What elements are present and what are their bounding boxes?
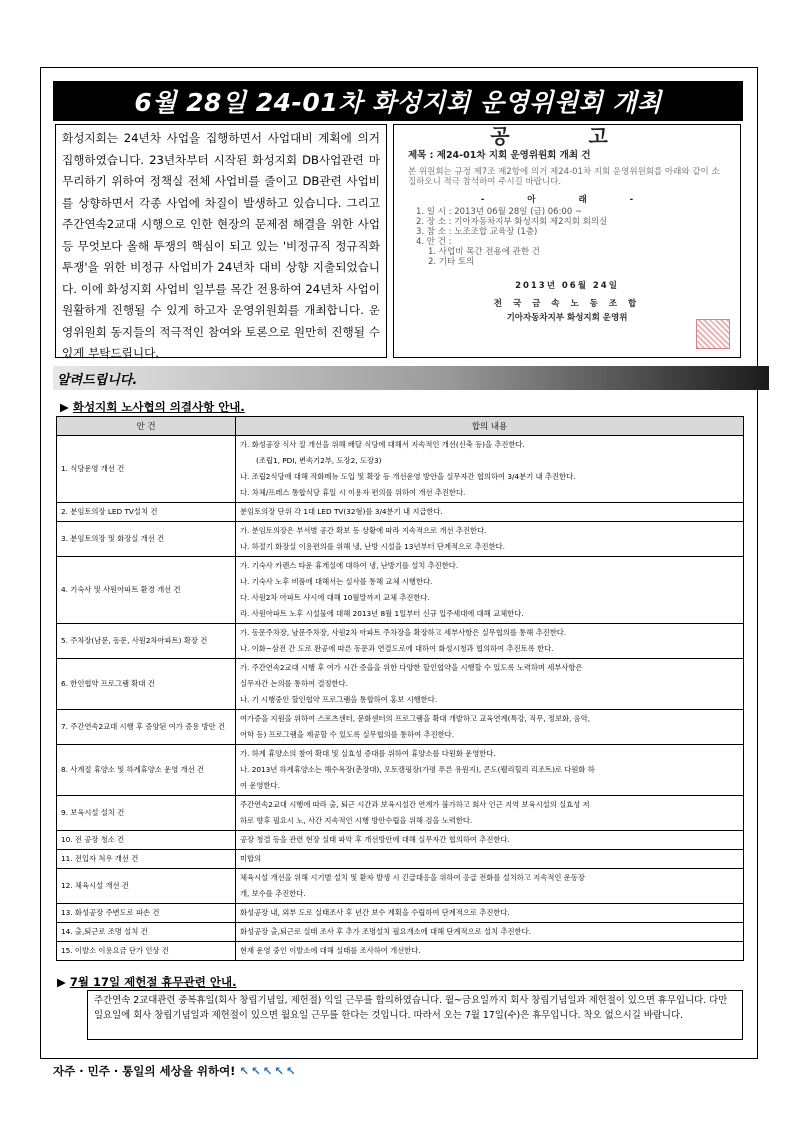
announcement-bar — [53, 366, 769, 390]
agreement-line: 화성공장 내, 외부 도로 실태조사 후 년간 보수 계획을 수립하여 단계적으로 추진한다. — [240, 908, 510, 917]
table-row — [57, 850, 744, 869]
table-row — [57, 659, 744, 710]
agreement-content — [236, 624, 744, 659]
agreement-line: 개, 보수를 추진한다. — [240, 889, 306, 898]
agreement-content — [236, 831, 744, 850]
agreement-content — [236, 850, 744, 869]
announcement-heading: 알려드립니다. — [57, 373, 138, 388]
header-content: 합의 내용 — [236, 417, 744, 436]
headline: 6월 28일 24-01차 화성지회 운영위원회 개최 — [134, 88, 662, 117]
notice-org-union: 전 국 금 속 노 동 조 합 — [493, 299, 641, 309]
agenda-item: 5. 주차장(남문, 동문, 사원2차아파트) 확장 건 — [57, 624, 236, 659]
agreement-content — [236, 904, 744, 923]
agreement-line: 체육시설 개선을 위해 시기별 설치 및 환자 발생 시 긴급대응을 위하여 응급 전화를 설치하고 지속적인 운동장 — [240, 873, 585, 882]
table-row — [57, 923, 744, 942]
table-row — [57, 436, 744, 503]
agreement-line: 다. 차체/프레스 통합식당 휴일 시 이용자 편의를 위하여 개선 추진한다. — [240, 488, 466, 497]
agreement-line: 가. 분임토의장은 부서별 공간 확보 등 상황에 따라 지속적으로 개선 추진한다. — [240, 526, 487, 535]
agenda-item: 6. 한인협약 프로그램 확대 건 — [57, 659, 236, 710]
agenda-item: 14. 출,퇴근로 조명 설치 건 — [57, 923, 236, 942]
agenda-item: 7. 주간연속2교대 시행 후 증양된 여가 증용 방안 건 — [57, 710, 236, 745]
agenda-item: 13. 화성공장 주변도로 파손 건 — [57, 904, 236, 923]
agreement-content — [236, 869, 744, 904]
agenda-item: 9. 보육시설 설치 건 — [57, 796, 236, 831]
agreement-line: 여 운영한다. — [240, 781, 280, 790]
table-row — [57, 942, 744, 961]
table-row — [57, 745, 744, 796]
table-row — [57, 624, 744, 659]
footer-slogan: 자주 · 민주 · 통일의 세상을 위하여! — [53, 1064, 236, 1078]
agreement-line: 가. 기숙사 카렌스 타운 휴게실에 대하여 냉, 난방기를 설치 추진한다. — [240, 561, 459, 570]
triangle-bullet-icon: ▶ — [57, 975, 66, 989]
notice-heading: 공 고 — [490, 124, 644, 148]
notice-date: 2013년 06월 24일 — [515, 281, 619, 291]
agreement-content — [236, 745, 744, 796]
agreement-line: 나. 하절기 화장실 이용편의를 위해 냉, 난방 시설을 13년부터 단계적으로 추진한다. — [240, 542, 505, 551]
notice-body: 본 위원회는 규정 제7조 제2항에 의거 제24-01차 지회 운영위원회를 아래와 같이 소집하오니 적극 참석하여 주시길 바랍니다. — [408, 167, 720, 187]
agreement-line: 나. 조립2식당에 대해 작화메뉴 도입 및 확장 등 개선운영 방안을 실무자간 협의하여 3/4분기 내 추진한다. — [240, 472, 576, 481]
official-seal — [696, 319, 730, 349]
notice-org-branch: 기아자동차지부 화성지회 운영위 — [506, 313, 628, 323]
section-agreement-title — [60, 399, 245, 415]
agreement-line: (조립1, PDI, 변속기2부, 도장2, 도장3) — [256, 456, 382, 465]
triangle-bullet-icon: ▶ — [60, 400, 69, 414]
agreement-content — [236, 710, 744, 745]
table-row — [57, 522, 744, 557]
agreement-line: 가. 주간연속2교대 시행 후 여가 시간 증을을 위한 다양한 할인협약을 시행할 수 있도록 노력하며 세부사항은 — [240, 663, 583, 672]
table-row — [57, 904, 744, 923]
agreement-line: 가. 화성공장 식사 질 개선을 위해 배달 식당에 대해서 지속적인 개선(신축 등)을 추진한다. — [240, 440, 525, 449]
agreement-content — [236, 557, 744, 624]
notice-image — [393, 124, 741, 358]
table-row — [57, 869, 744, 904]
agenda-item: 2. 분임토의장 LED TV설치 건 — [57, 503, 236, 522]
notice-item: 1. 일 시 : 2013년 06월 28일 (금) 06:00 ~ — [416, 207, 583, 217]
table-header-row — [57, 417, 744, 436]
notice-section-label: - 아 래 - — [480, 195, 654, 205]
agreement-line: 나. 기 시행중인 할인협약 프로그램을 통합하여 홍보 시행한다. — [240, 695, 438, 704]
agenda-item: 11. 전입자 처우 개선 건 — [57, 850, 236, 869]
agreement-line: 하로 향후 필요시 노, 사간 지속적인 시행 방안수립을 위해 검을 노력한다. — [240, 816, 473, 825]
agenda-item: 15. 이발소 이용요금 단가 인상 건 — [57, 942, 236, 961]
agenda-item: 1. 식당운영 개선 건 — [57, 436, 236, 503]
table-row — [57, 831, 744, 850]
agreement-content — [236, 503, 744, 522]
agreement-line: 어학 등) 프로그램을 제공할 수 있도록 실무협의를 통하여 추진한다. — [240, 730, 455, 739]
agreement-line: 현재 운영 중인 이발소에 대해 실태를 조사하여 개선한다. — [240, 946, 421, 955]
agreement-content — [236, 522, 744, 557]
notice-item: 2. 장 소 : 기아자동차지부 화성지회 제2지회 회의실 — [416, 217, 608, 227]
agreement-line: 나. 2013년 하계휴양소는 해수욕장(춘장대), 오토캠핑장(가평 푸른 유원지), 콘도(웰리힐리 리조트)로 다원화 하 — [240, 765, 595, 774]
notice-item: 1. 사업비 목간 전용에 관한 건 — [428, 247, 540, 257]
headline-banner — [53, 81, 743, 121]
agreement-line: 가. 동문주차장, 남문주차장, 사원2차 아파트 주차장을 확장하고 세부사항은 실무협의를 통해 추진한다. — [240, 628, 567, 637]
notice-items — [416, 207, 718, 267]
footer-slogan-line — [53, 1063, 298, 1079]
holiday-notice: 주간연속 2교대관련 중복휴일(회사 창립기념일, 제헌절) 익일 근무를 합의하였습니다. 월~금요일까지 회사 창립기념일과 제헌절이 있으면 휴무입니다. 다만 일요일에 회사 창립기념일과 제헌절이 있으면 월요일 근무를 한다는 것입니다. 따라서 오는 7월 17일(수)은 휴무입니다. 착오 없으시길 바랍니다. — [87, 990, 743, 1040]
section-holiday-title — [57, 974, 236, 990]
agenda-item: 3. 분임토의장 및 화장실 개선 건 — [57, 522, 236, 557]
intro-paragraph: 화성지회는 24년차 사업을 집행하면서 사업대비 계획에 의거 집행하였습니다. 23년차부터 시작된 화성지회 DB사업관련 마무리하기 위하여 정책실 전체 사업비를 줄이고 DB관련 사업비를 상향하면서 각종 사업에 차질이 발생하고 있습니다. 그리고 주간연속2교대 시행으로 인한 현장의 문제점 해결을 위한 사업 등 무엇보다 올해 투쟁의 핵심이 되고 있는 '비정규직 정규직화 투쟁'을 위한 비정규 사업비가 24년차 대비 상향 지출되었습니다. 이에 화성지회 사업비 일부를 목간 전용하여 24년차 사업이 원활하게 진행될 수 있게 하고자 운영위원회를 개최합니다. 운영위원회 동지들의 적극적인 참여와 토론으로 원만히 진행될 수 있게 부탁드립니다. — [55, 124, 387, 358]
notice-item: 4. 안 건 : — [416, 237, 452, 247]
table-row — [57, 503, 744, 522]
agenda-item: 8. 사계절 휴양소 및 하계휴양소 운영 개선 건 — [57, 745, 236, 796]
notice-item: 2. 기타 토의 — [428, 257, 475, 267]
agreement-line: 라. 사원아파트 노후 시설물에 대해 2013년 8월 1일부터 신규 입주세대에 대해 교체한다. — [240, 609, 524, 618]
agreement-line: 화성공장 출,퇴근로 실태 조사 후 추가 조명설치 필요개소에 대해 단계적으로 설치 추진한다. — [240, 927, 531, 936]
agreement-line: 다. 사원2차 아파트 샤시에 대해 10월말까지 교체 추진한다. — [240, 593, 430, 602]
agreement-content — [236, 942, 744, 961]
agreement-line: 주간연속2교대 시행에 따라 출, 퇴근 시간과 보육시설간 연계가 불가하고 회사 인근 지역 보육시설의 실효성 저 — [240, 800, 590, 809]
agreement-line: 공장 청결 등을 관련 현장 실태 파악 후 개선방안에 대해 실무자간 협의하여 추진한다. — [240, 835, 510, 844]
agenda-item: 4. 기숙사 및 사원아파트 환경 개선 건 — [57, 557, 236, 624]
agreement-table — [56, 416, 744, 961]
section-holiday-label: 7월 17일 제헌절 휴무관련 안내. — [69, 975, 237, 989]
agreement-line: 여가증을 지원을 위하여 스포츠센터, 문화센터의 프로그램을 확대 개발하고 교육연계(특강, 직무, 정보화, 음악, — [240, 714, 591, 723]
agreement-line: 미합의 — [240, 854, 262, 863]
agreement-line: 실무자간 논의를 통하여 결정한다. — [240, 679, 348, 688]
agreement-content — [236, 796, 744, 831]
section-agreement-label: 화성지회 노사협의 의결사항 안내. — [72, 400, 245, 414]
agreement-content — [236, 923, 744, 942]
agreement-line: 분임토의장 단위 각 1대 LED TV(32형)를 3/4분기 내 지급한다. — [240, 507, 443, 516]
notice-subject: 제목 : 제24-01차 지회 운영위원회 개최 건 — [408, 150, 591, 161]
arrow-decoration-icon: ↖↖↖↖↖ — [239, 1064, 298, 1078]
notice-item: 3. 참 소 : 노조조합 교육장 (1층) — [416, 227, 538, 237]
agreement-content — [236, 436, 744, 503]
agreement-line: 가. 하계 휴양소의 참여 확대 및 실효성 증대를 위하여 휴양소를 다원화 운영한다. — [240, 749, 496, 758]
agenda-item: 12. 체육시설 개선 건 — [57, 869, 236, 904]
agreement-line: 나. 기숙사 노후 비품에 대해서는 실사를 통해 교체 시행한다. — [240, 577, 433, 586]
table-row — [57, 796, 744, 831]
agenda-item: 10. 전 공장 청소 건 — [57, 831, 236, 850]
header-item: 안 건 — [57, 417, 236, 436]
table-row — [57, 557, 744, 624]
agreement-table-body — [57, 436, 744, 961]
table-row — [57, 710, 744, 745]
agreement-content — [236, 659, 744, 710]
agreement-line: 나. 이화~삼전 간 도로 완공에 따른 동문과 연결도로에 대하여 화성시청과 협의하여 추진토록 한다. — [240, 644, 554, 653]
